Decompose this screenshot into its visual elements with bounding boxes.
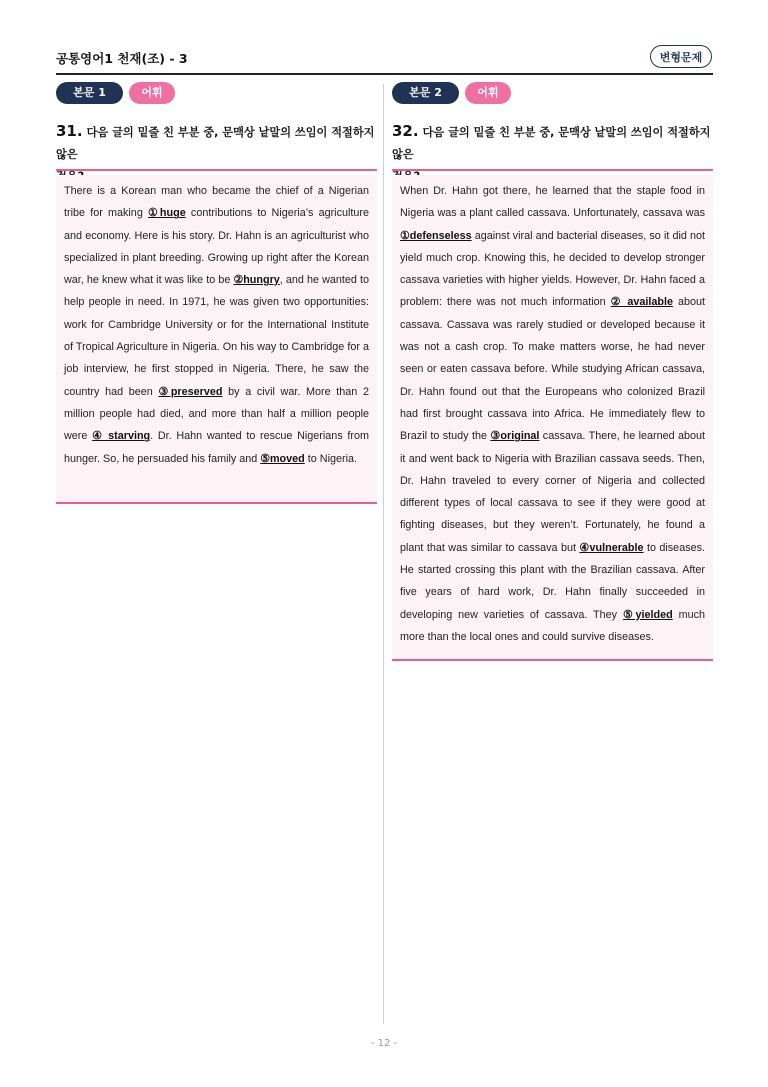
passage-2: [392, 175, 713, 659]
underlined-word-4: ④vulnerable: [579, 541, 644, 554]
underlined-word-1: ①huge: [148, 207, 186, 220]
passage-text: against viral and bacterial diseases, so it did not yield much crop. Knowing this, he decided to develop stronger cassava varieties with higher yields. However, Dr. Hahn faced a problem: there was not much information: [400, 229, 706, 309]
underlined-word-3: ③original: [490, 430, 540, 443]
passage-text: . Dr. Hahn wanted to rescue Nigerians from hunger. So, he persuaded his family and: [64, 430, 369, 465]
question-31-top-line: [56, 169, 377, 171]
underlined-word-3: ③preserved: [158, 385, 223, 398]
question-32-number: 32.: [392, 122, 419, 140]
passage-1: [56, 175, 377, 502]
passage-text: by a civil war. More than 2 million people had died, and more than half a million people were: [64, 385, 369, 443]
passage-text: , and he wanted to help people in need. In 1971, he was given two opportunities: work for Cambridge University or for the International Institute of Tropical Agriculture in Nigeria. On his way to Cambridge for a job interview, he first stopped in Nigeria. There, he saw the country had been: [64, 274, 369, 398]
passage-2-tag: 본문 2: [392, 82, 459, 104]
passage-text: When Dr. Hahn got there, he learned that the staple food in Nigeria was a plant called cassava. Unfortunately, cassava was: [400, 185, 705, 220]
header-rule: [56, 73, 713, 75]
underlined-word-4: ④ starving: [92, 430, 151, 443]
question-31-number: 31.: [56, 122, 83, 140]
passage-text: about cassava. Cassava was rarely studied or developed because it was not a cash crop. To make matters worse, he had never seen or eaten cassava before. While studying African cassava, Dr. Hahn found out that the Europeans who colonized Brazil had first brought cassava into Africa. He immediately flew to Brazil to study the: [400, 296, 705, 443]
column-divider: [383, 84, 384, 1024]
variant-question-badge: 변형문제: [650, 45, 712, 68]
underlined-word-5: ⑤moved: [260, 452, 305, 465]
passage-text: to Nigeria.: [304, 452, 357, 465]
passage-2-bottom-line: [392, 659, 713, 661]
vocabulary-tag-2: 어휘: [465, 82, 511, 104]
underlined-word-5: ⑤yielded: [622, 608, 673, 621]
underlined-word-2: ② available: [610, 296, 673, 309]
passage-1-tag: 본문 1: [56, 82, 123, 104]
passage-text: to diseases. He started crossing this plant with the Brazilian cassava. After five years of hard work, Dr. Hahn finally succeeded in developing new varieties of cassava. They: [400, 541, 705, 621]
question-32-text: 다음 글의 밑줄 친 부분 중, 문맥상 낱말의 쓰임이 적절하지 않은: [392, 126, 711, 161]
underlined-word-2: ②hungry: [233, 274, 280, 287]
passage-text: much more than the local ones and could survive diseases.: [400, 608, 705, 643]
passage-1-bottom-line: [56, 502, 377, 504]
passage-text: contributions to Nigeria’s agriculture and economy. Here is his story. Dr. Hahn is an agriculturist who specialized in plant breeding. Growing up right after the Korean war, he knew what it was like to be: [64, 207, 369, 287]
vocabulary-tag-1: 어휘: [129, 82, 175, 104]
question-31-text: 다음 글의 밑줄 친 부분 중, 문맥상 낱말의 쓰임이 적절하지 않은: [56, 126, 375, 161]
passage-text: There is a Korean man who became the chief of a Nigerian tribe for making: [64, 185, 369, 220]
passage-text: cassava. There, he learned about it and went back to Nigeria with Brazilian cassava seeds. Then, Dr. Hahn traveled to every corner of Nigeria and collected different types of local cassava to see if they were good at fighting diseases, but they weren’t. Fortunately, he found a plant that was similar to cassava but: [400, 430, 705, 554]
underlined-word-1: ①defenseless: [400, 229, 472, 242]
question-32-top-line: [392, 169, 713, 171]
page-header-title: 공통영어1 천재(조) - 3: [56, 51, 188, 66]
page-number: - 12 -: [370, 1038, 398, 1049]
